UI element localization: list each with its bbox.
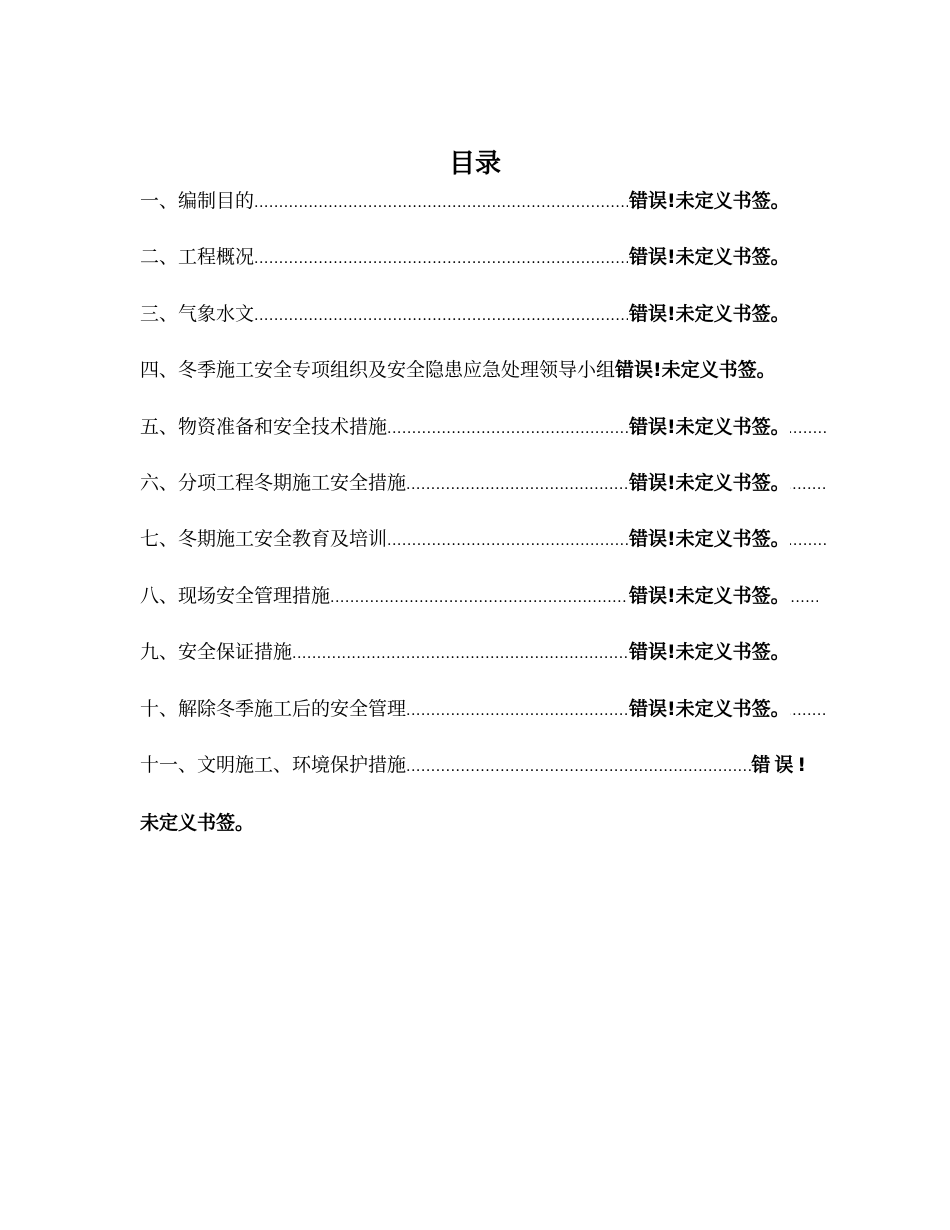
toc-entry[interactable]	[140, 186, 870, 242]
toc-entry-label: 二、工程概况	[140, 246, 255, 269]
toc-list	[140, 186, 870, 838]
toc-title: 目录	[448, 149, 501, 179]
toc-entry-label: 一、编制目的	[140, 190, 255, 212]
toc-entry-reference: 错误!未定义书签。	[628, 242, 790, 272]
toc-entry[interactable]	[140, 694, 870, 750]
toc-entry[interactable]	[140, 581, 870, 637]
toc-entry-reference: 错误!未定义书签。	[628, 186, 790, 216]
toc-entry-reference: 错误!未定义书签。	[628, 412, 790, 442]
toc-entry-reference: 错误!未定义书签。	[628, 299, 790, 329]
toc-leader-dots	[406, 752, 751, 782]
toc-entry-label: 七、冬期施工安全教育及培训	[140, 528, 388, 551]
toc-entry-reference: 错误!未定义书签。	[628, 581, 790, 611]
toc-entry-label: 三、气象水文	[140, 302, 255, 325]
toc-entry-label: 六、分项工程冬期施工安全措施	[140, 471, 407, 494]
toc-entry-label: 十、解除冬季施工后的安全管理	[140, 697, 407, 720]
toc-entry-label: 五、物资准备和安全技术措施	[140, 415, 388, 438]
toc-entry[interactable]	[140, 355, 870, 411]
toc-entry-reference: 错误!未定义书签。	[628, 637, 790, 667]
toc-entry-reference: 错误!未定义书签。	[628, 694, 790, 724]
toc-entry-reference: 错误!	[751, 753, 810, 776]
toc-entry[interactable]	[140, 524, 870, 580]
toc-entry[interactable]	[140, 468, 870, 524]
toc-entry-label: 四、冬季施工安全专项组织及安全隐患应急处理领导小组	[140, 359, 616, 382]
toc-entry-label: 九、安全保证措施	[140, 641, 293, 664]
toc-entry[interactable]	[140, 412, 870, 468]
toc-entry-reference: 错误!未定义书签。	[628, 524, 790, 554]
toc-entry[interactable]	[140, 299, 870, 355]
toc-entry[interactable]	[140, 750, 870, 838]
toc-entry-reference: 错误!未定义书签。	[615, 359, 776, 382]
toc-entry-label: 十一、文明施工、环境保护措施	[140, 753, 407, 776]
toc-entry[interactable]	[140, 637, 870, 693]
toc-entry[interactable]	[140, 242, 870, 298]
toc-entry-reference-continued: 未定义书签。	[140, 811, 255, 834]
toc-entry-label: 八、现场安全管理措施	[140, 584, 331, 607]
toc-entry-reference: 错误!未定义书签。	[628, 468, 790, 498]
